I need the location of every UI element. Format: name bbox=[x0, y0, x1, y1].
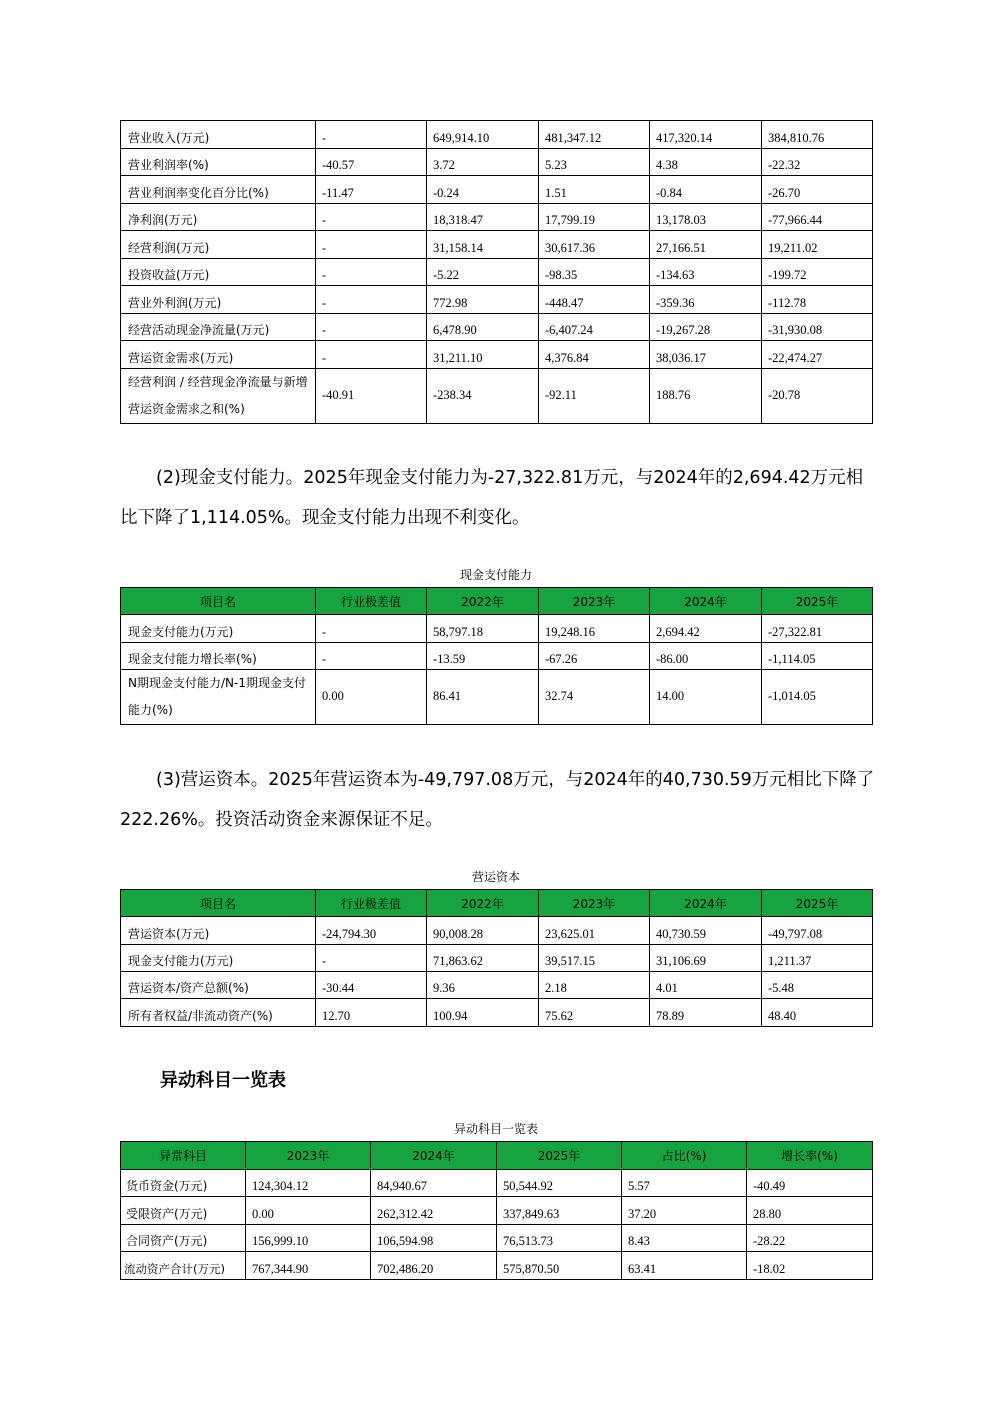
table-cell: 156,999.10 bbox=[246, 1225, 371, 1252]
table-cell: 28.80 bbox=[747, 1197, 873, 1225]
table-cell: 63.41 bbox=[622, 1252, 747, 1280]
column-header: 2024年 bbox=[650, 890, 762, 917]
table-cell: 30,617.36 bbox=[539, 231, 650, 259]
table-cell: 2.18 bbox=[539, 972, 650, 999]
table-cell: 106,594.98 bbox=[371, 1225, 497, 1252]
table-cell: -26.70 bbox=[762, 176, 873, 204]
table-cell: 0.00 bbox=[246, 1197, 371, 1225]
table-row bbox=[121, 204, 873, 231]
table-cell: 767,344.90 bbox=[246, 1252, 371, 1280]
table-cell: -5.22 bbox=[427, 259, 539, 286]
cash-payment-table bbox=[120, 587, 873, 725]
row-label: 净利润(万元) bbox=[121, 204, 316, 231]
table-cell: 23,625.01 bbox=[539, 917, 650, 945]
row-label: 所有者权益/非流动资产(%) bbox=[121, 999, 316, 1027]
table-row bbox=[121, 286, 873, 314]
table-row bbox=[121, 917, 873, 945]
table-row bbox=[121, 314, 873, 341]
table-cell: -28.22 bbox=[747, 1225, 873, 1252]
table-cell: -30.44 bbox=[316, 972, 427, 999]
paragraph-text: (3)营运资本。2025年营运资本为-49,797.08万元，与2024年的40,730.59万元相比下降了222.26%。投资活动资金来源保证不足。 bbox=[120, 770, 875, 830]
table-cell: - bbox=[316, 615, 427, 643]
table-cell: 417,320.14 bbox=[650, 121, 762, 149]
table-cell: -31,930.08 bbox=[762, 314, 873, 341]
row-label: 营运资本/资产总额(%) bbox=[121, 972, 316, 999]
column-header: 2023年 bbox=[539, 588, 650, 615]
column-header: 2024年 bbox=[371, 1142, 497, 1170]
table-cell: 90,008.28 bbox=[427, 917, 539, 945]
table-cell: -98.35 bbox=[539, 259, 650, 286]
table-caption: 异动科目一览表 bbox=[453, 1122, 538, 1136]
table-cell: -1,114.05 bbox=[762, 643, 873, 670]
table-cell: 18,318.47 bbox=[427, 204, 539, 231]
paragraph-working-capital bbox=[120, 760, 880, 840]
column-header: 异常科目 bbox=[121, 1142, 246, 1170]
table-row bbox=[121, 1225, 873, 1252]
row-label: 货币资金(万元) bbox=[121, 1170, 246, 1197]
table-cell: 481,347.12 bbox=[539, 121, 650, 149]
table-cell: - bbox=[316, 643, 427, 670]
table-row bbox=[121, 670, 873, 725]
table-cell: 188.76 bbox=[650, 369, 762, 424]
table-cell: 262,312.42 bbox=[371, 1197, 497, 1225]
table-row bbox=[121, 1252, 873, 1280]
table-cell: 17,799.19 bbox=[539, 204, 650, 231]
table-cell: 575,870.50 bbox=[497, 1252, 622, 1280]
table-cell: -6,407.24 bbox=[539, 314, 650, 341]
table-cell: 27,166.51 bbox=[650, 231, 762, 259]
table-cell: 337,849.63 bbox=[497, 1197, 622, 1225]
table-cell: 4.01 bbox=[650, 972, 762, 999]
table-cell: 12.70 bbox=[316, 999, 427, 1027]
table-cell: 31,106.69 bbox=[650, 945, 762, 972]
table-cell: 76,513.73 bbox=[497, 1225, 622, 1252]
row-label: 受限资产(万元) bbox=[121, 1197, 246, 1225]
row-label: 投资收益(万元) bbox=[121, 259, 316, 286]
table-cell: 8.43 bbox=[622, 1225, 747, 1252]
row-label: 经营利润 / 经营现金净流量与新增营运资金需求之和(%) bbox=[121, 369, 316, 424]
table-cell: 3.72 bbox=[427, 149, 539, 176]
column-header: 行业极差值 bbox=[316, 588, 427, 615]
table-cell: 14.00 bbox=[650, 670, 762, 725]
column-header: 2023年 bbox=[246, 1142, 371, 1170]
table-cell: -40.49 bbox=[747, 1170, 873, 1197]
table-row bbox=[121, 615, 873, 643]
table-cell: - bbox=[316, 341, 427, 369]
table-cell: -0.84 bbox=[650, 176, 762, 204]
table-cell: -359.36 bbox=[650, 286, 762, 314]
table-cell: 75.62 bbox=[539, 999, 650, 1027]
table-cell: 38,036.17 bbox=[650, 341, 762, 369]
row-label: 流动资产合计(万元) bbox=[121, 1252, 246, 1280]
table-cell: - bbox=[316, 231, 427, 259]
table-row bbox=[121, 643, 873, 670]
table-cell: -19,267.28 bbox=[650, 314, 762, 341]
column-header: 行业极差值 bbox=[316, 890, 427, 917]
table-cell: - bbox=[316, 204, 427, 231]
table-cell: -20.78 bbox=[762, 369, 873, 424]
table-cell: -199.72 bbox=[762, 259, 873, 286]
row-label: 现金支付能力增长率(%) bbox=[121, 643, 316, 670]
table-cell: -92.11 bbox=[539, 369, 650, 424]
row-label: 营运资本(万元) bbox=[121, 917, 316, 945]
table-row bbox=[121, 121, 873, 149]
column-header: 2025年 bbox=[762, 890, 873, 917]
table-cell: 31,211.10 bbox=[427, 341, 539, 369]
table-cell: 19,248.16 bbox=[539, 615, 650, 643]
table-cell: -24,794.30 bbox=[316, 917, 427, 945]
table-cell: -86.00 bbox=[650, 643, 762, 670]
table-cell: 31,158.14 bbox=[427, 231, 539, 259]
column-header: 2022年 bbox=[427, 588, 539, 615]
table-cell: 78.89 bbox=[650, 999, 762, 1027]
table-row bbox=[121, 972, 873, 999]
table-cell: -1,014.05 bbox=[762, 670, 873, 725]
table-cell: - bbox=[316, 945, 427, 972]
table-caption: 营运资本 bbox=[471, 870, 520, 884]
working-capital-table bbox=[120, 889, 873, 1027]
table-cell: -134.63 bbox=[650, 259, 762, 286]
table-cell: 649,914.10 bbox=[427, 121, 539, 149]
row-label: N期现金支付能力/N-1期现金支付能力(%) bbox=[121, 670, 316, 725]
table-cell: 100.94 bbox=[427, 999, 539, 1027]
table-cell: 37.20 bbox=[622, 1197, 747, 1225]
paragraph-cash-payment bbox=[120, 458, 880, 538]
table-cell: 4,376.84 bbox=[539, 341, 650, 369]
table-cell: -22,474.27 bbox=[762, 341, 873, 369]
table-cell: 384,810.76 bbox=[762, 121, 873, 149]
table-cell: 19,211.02 bbox=[762, 231, 873, 259]
paragraph-text: (2)现金支付能力。2025年现金支付能力为-27,322.81万元，与2024年的2,694.42万元相比下降了1,114.05%。现金支付能力出现不利变化。 bbox=[120, 468, 864, 528]
table-cell: -40.91 bbox=[316, 369, 427, 424]
row-label: 营业收入(万元) bbox=[121, 121, 316, 149]
row-label: 营业利润率(%) bbox=[121, 149, 316, 176]
row-label: 经营活动现金净流量(万元) bbox=[121, 314, 316, 341]
table-cell: -0.24 bbox=[427, 176, 539, 204]
table-row bbox=[121, 149, 873, 176]
table-cell: 32.74 bbox=[539, 670, 650, 725]
table-cell: -49,797.08 bbox=[762, 917, 873, 945]
table-cell: 2,694.42 bbox=[650, 615, 762, 643]
table-cell: 50,544.92 bbox=[497, 1170, 622, 1197]
table-cell: 772.98 bbox=[427, 286, 539, 314]
column-header: 2024年 bbox=[650, 588, 762, 615]
table-row bbox=[121, 176, 873, 204]
table-cell: 1,211.37 bbox=[762, 945, 873, 972]
table-row bbox=[121, 1170, 873, 1197]
table-row bbox=[121, 369, 873, 424]
table-header-row bbox=[121, 1142, 873, 1170]
table-cell: 9.36 bbox=[427, 972, 539, 999]
column-header: 2025年 bbox=[497, 1142, 622, 1170]
column-header: 占比(%) bbox=[622, 1142, 747, 1170]
column-header: 项目名 bbox=[121, 588, 316, 615]
financial-metrics-table bbox=[120, 120, 873, 424]
table-cell: 84,940.67 bbox=[371, 1170, 497, 1197]
row-label: 营运资金需求(万元) bbox=[121, 341, 316, 369]
table-cell: 124,304.12 bbox=[246, 1170, 371, 1197]
column-header: 2025年 bbox=[762, 588, 873, 615]
table-cell: 5.57 bbox=[622, 1170, 747, 1197]
column-header: 增长率(%) bbox=[747, 1142, 873, 1170]
table-cell: - bbox=[316, 286, 427, 314]
table-cell: -77,966.44 bbox=[762, 204, 873, 231]
table-cell: -11.47 bbox=[316, 176, 427, 204]
abnormal-items-table bbox=[120, 1141, 873, 1280]
table-row bbox=[121, 1197, 873, 1225]
table-cell: -112.78 bbox=[762, 286, 873, 314]
table-cell: 6,478.90 bbox=[427, 314, 539, 341]
table-cell: 702,486.20 bbox=[371, 1252, 497, 1280]
table-cell: -22.32 bbox=[762, 149, 873, 176]
row-label: 营业利润率变化百分比(%) bbox=[121, 176, 316, 204]
table-cell: - bbox=[316, 314, 427, 341]
row-label: 合同资产(万元) bbox=[121, 1225, 246, 1252]
table-cell: 1.51 bbox=[539, 176, 650, 204]
section-heading: 异动科目一览表 bbox=[160, 1070, 286, 1091]
table-row bbox=[121, 231, 873, 259]
table-cell: 0.00 bbox=[316, 670, 427, 725]
table-cell: 48.40 bbox=[762, 999, 873, 1027]
row-label: 现金支付能力(万元) bbox=[121, 615, 316, 643]
row-label: 现金支付能力(万元) bbox=[121, 945, 316, 972]
table-cell: - bbox=[316, 259, 427, 286]
column-header: 2023年 bbox=[539, 890, 650, 917]
table-cell: -5.48 bbox=[762, 972, 873, 999]
table-cell: 5.23 bbox=[539, 149, 650, 176]
table-cell: 71,863.62 bbox=[427, 945, 539, 972]
table-cell: - bbox=[316, 121, 427, 149]
row-label: 经营利润(万元) bbox=[121, 231, 316, 259]
table-cell: 4.38 bbox=[650, 149, 762, 176]
table-caption: 现金支付能力 bbox=[459, 568, 532, 582]
table-cell: 58,797.18 bbox=[427, 615, 539, 643]
table-header-row bbox=[121, 588, 873, 615]
table-cell: -13.59 bbox=[427, 643, 539, 670]
table-cell: 39,517.15 bbox=[539, 945, 650, 972]
table-row bbox=[121, 341, 873, 369]
table-cell: 40,730.59 bbox=[650, 917, 762, 945]
table-cell: 86.41 bbox=[427, 670, 539, 725]
table-row bbox=[121, 999, 873, 1027]
table-cell: 13,178.03 bbox=[650, 204, 762, 231]
table-cell: -238.34 bbox=[427, 369, 539, 424]
table-cell: -27,322.81 bbox=[762, 615, 873, 643]
column-header: 项目名 bbox=[121, 890, 316, 917]
table-row bbox=[121, 945, 873, 972]
table-header-row bbox=[121, 890, 873, 917]
table-cell: -448.47 bbox=[539, 286, 650, 314]
column-header: 2022年 bbox=[427, 890, 539, 917]
table-cell: -40.57 bbox=[316, 149, 427, 176]
table-cell: -67.26 bbox=[539, 643, 650, 670]
table-cell: -18.02 bbox=[747, 1252, 873, 1280]
row-label: 营业外利润(万元) bbox=[121, 286, 316, 314]
table-row bbox=[121, 259, 873, 286]
